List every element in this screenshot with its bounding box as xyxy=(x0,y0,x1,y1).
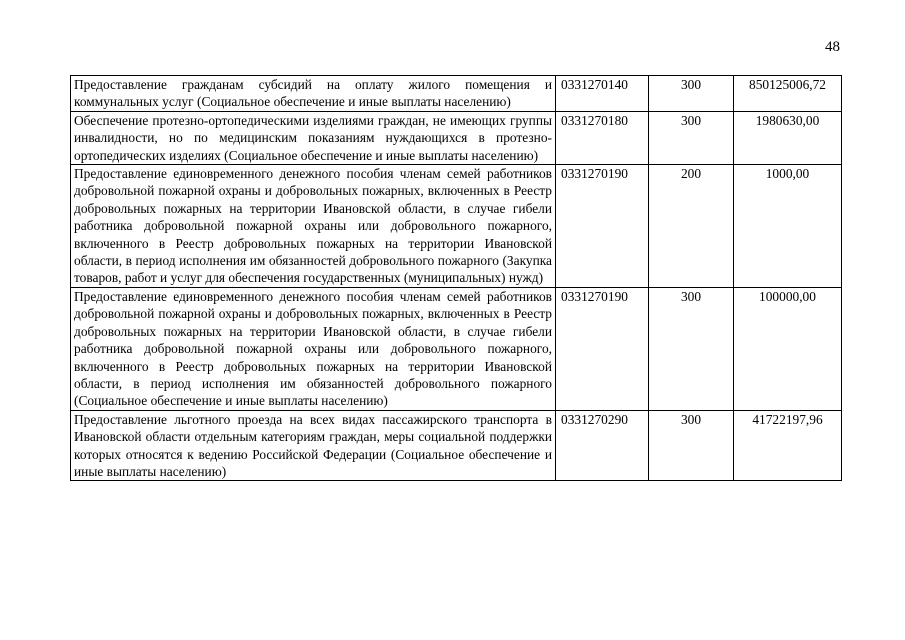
amount-cell: 850125006,72 xyxy=(734,76,842,112)
target-code-cell: 0331270190 xyxy=(556,287,649,410)
amount-cell: 41722197,96 xyxy=(734,410,842,481)
table-row xyxy=(71,76,842,112)
table-row xyxy=(71,111,842,164)
expense-type-cell: 200 xyxy=(649,165,734,288)
expense-name-cell: Обеспечение протезно-ортопедическими изделиями граждан, не имеющих группы инвалидности, но по медицинским показаниям нуждающихся в протезно-ортопедических изделиях (Социальное обеспечение и иные выплаты населению) xyxy=(71,111,556,164)
expense-name-cell: Предоставление льготного проезда на всех видах пассажирского транспорта в Ивановской области отдельным категориям граждан, меры социальной поддержки которых относятся к ведению Российской Федерации (Социальное обеспечение и иные выплаты населению) xyxy=(71,410,556,481)
target-code-cell: 0331270190 xyxy=(556,165,649,288)
table-row xyxy=(71,410,842,481)
target-code-cell: 0331270180 xyxy=(556,111,649,164)
expense-type-cell: 300 xyxy=(649,287,734,410)
target-code-cell: 0331270140 xyxy=(556,76,649,112)
expense-type-cell: 300 xyxy=(649,111,734,164)
amount-cell: 1980630,00 xyxy=(734,111,842,164)
target-code-cell: 0331270290 xyxy=(556,410,649,481)
expense-name-cell: Предоставление единовременного денежного пособия членам семей работников добровольной пожарной охраны и добровольных пожарных, включенных в Реестр добровольных пожарных на территории Ивановской области, в случае гибели работника добровольной пожарной охраны или добровольного пожарного, включенного в Реестр добровольных пожарных на территории Ивановской области, в период исполнения им обязанностей добровольного пожарного (Закупка товаров, работ и услуг для обеспечения государственных (муниципальных) нужд) xyxy=(71,165,556,288)
table-row xyxy=(71,165,842,288)
expense-type-cell: 300 xyxy=(649,76,734,112)
table-row xyxy=(71,287,842,410)
expense-name-cell: Предоставление единовременного денежного пособия членам семей работников добровольной пожарной охраны и добровольных пожарных, включенных в Реестр добровольных пожарных на территории Ивановской области, в случае гибели работника добровольной пожарной охраны или добровольного пожарного, включенного в Реестр добровольных пожарных на территории Ивановской области, в период исполнения им обязанностей добровольного пожарного (Социальное обеспечение и иные выплаты населению) xyxy=(71,287,556,410)
amount-cell: 100000,00 xyxy=(734,287,842,410)
page-number: 48 xyxy=(825,39,840,55)
amount-cell: 1000,00 xyxy=(734,165,842,288)
budget-table xyxy=(70,75,842,481)
expense-name-cell: Предоставление гражданам субсидий на оплату жилого помещения и коммунальных услуг (Социальное обеспечение и иные выплаты населению) xyxy=(71,76,556,112)
expense-type-cell: 300 xyxy=(649,410,734,481)
